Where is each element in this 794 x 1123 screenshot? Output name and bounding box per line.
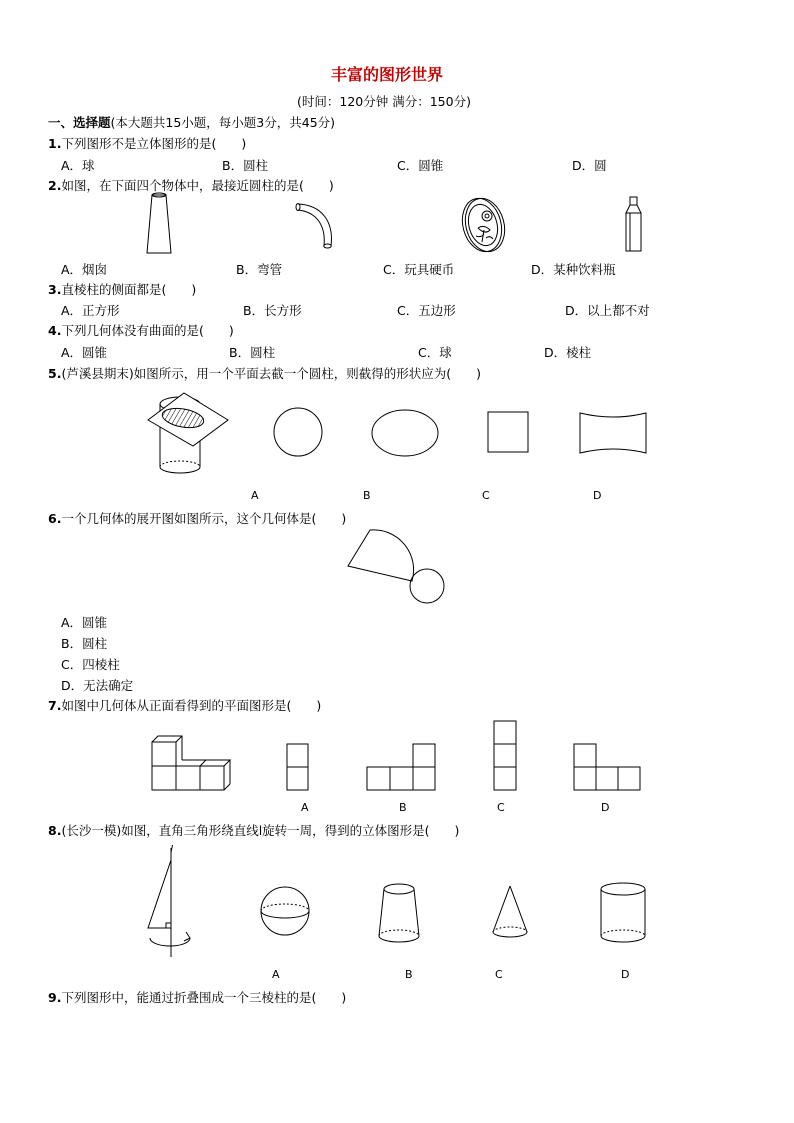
q8-line-label: l <box>170 843 174 856</box>
q6-option-b: B．圆柱 <box>61 636 108 651</box>
question-text: 下列图形不是立体图形的是( ) <box>61 136 247 151</box>
cone-figure <box>493 886 527 937</box>
q7-label-b: B <box>399 801 407 814</box>
q3-option-d: D．以上都不对 <box>565 303 650 318</box>
q3-option-b: B．长方形 <box>243 303 302 318</box>
q2-option-b: B．弯管 <box>236 262 283 277</box>
bent-pipe-figure <box>296 204 331 249</box>
q5-label-b: B <box>363 489 371 502</box>
q1-option-d: D．圆 <box>572 158 607 173</box>
q7-option-c <box>494 721 516 790</box>
q5-label-d: D <box>593 489 602 502</box>
question-text: 直棱柱的侧面都是( ) <box>61 282 197 297</box>
cut-cylinder-figure <box>148 393 228 473</box>
q6-option-d: D．无法确定 <box>61 678 134 693</box>
question-text: 下列几何体没有曲面的是( ) <box>61 323 234 338</box>
q3-option-a: A．正方形 <box>61 303 120 318</box>
section-note: (本大题共15小题，每小题3分，共45分) <box>110 115 336 130</box>
q4-option-c: C．球 <box>418 345 452 360</box>
question-text: 下列图形中，能通过折叠围成一个三棱柱的是( ) <box>61 990 347 1005</box>
q7-label-c: C <box>497 801 505 814</box>
chimney-figure <box>147 193 171 253</box>
q1-option-a: A．球 <box>61 158 95 173</box>
question-number: 8. <box>48 823 62 838</box>
frustum-figure <box>379 884 419 942</box>
question-number: 4. <box>48 323 62 338</box>
q4-option-d: D．棱柱 <box>544 345 592 360</box>
q5-option-a-circle <box>274 408 322 456</box>
question-number: 5. <box>48 366 62 381</box>
q2-option-d: D．某种饮料瓶 <box>531 262 616 277</box>
question-text: 一个几何体的展开图如图所示，这个几何体是( ) <box>61 511 347 526</box>
page-title: 丰富的图形世界 <box>331 65 444 84</box>
sphere-figure <box>261 887 309 935</box>
right-triangle-rotation-figure <box>148 848 190 957</box>
q7-option-b <box>367 744 435 790</box>
q6-option-c: C．四棱柱 <box>61 657 120 672</box>
q4-option-a: A．圆锥 <box>61 345 108 360</box>
q7-option-d <box>574 744 640 790</box>
q7-label-d: D <box>601 801 610 814</box>
toy-coin-figure <box>457 194 511 256</box>
question-text: 如图中几何体从正面看得到的平面图形是( ) <box>61 698 322 713</box>
q7-label-a: A <box>301 801 309 814</box>
q5-label-a: A <box>251 489 259 502</box>
q5-label-c: C <box>482 489 490 502</box>
question-text: (芦溪县期末)如图所示，用一个平面去截一个圆柱，则截得的形状应为( ) <box>61 366 481 381</box>
question-number: 6. <box>48 511 62 526</box>
section-title: 一、选择题 <box>48 115 111 130</box>
q2-option-c: C．玩具硬币 <box>383 262 455 277</box>
cone-net-figure <box>348 530 444 603</box>
q8-label-a: A <box>272 968 280 981</box>
q8-label-c: C <box>495 968 503 981</box>
q1-option-b: B．圆柱 <box>222 158 269 173</box>
cube-stack-figure <box>152 736 230 790</box>
q6-option-a: A．圆锥 <box>61 615 108 630</box>
q8-label-b: B <box>405 968 413 981</box>
question-number: 2. <box>48 178 62 193</box>
q3-option-c: C．五边形 <box>397 303 456 318</box>
q1-option-c: C．圆锥 <box>397 158 444 173</box>
question-text: 如图，在下面四个物体中，最接近圆柱的是( ) <box>61 178 334 193</box>
question-number: 9. <box>48 990 62 1005</box>
q5-option-b-ellipse <box>372 410 438 456</box>
q7-option-a <box>287 744 308 790</box>
question-number: 1. <box>48 136 62 151</box>
drink-bottle-figure <box>626 197 641 251</box>
q8-label-d: D <box>621 968 630 981</box>
question-number: 7. <box>48 698 62 713</box>
q2-option-a: A．烟囱 <box>61 262 108 277</box>
question-text: (长沙一模)如图，直角三角形绕直线l旋转一周，得到的立体图形是( ) <box>61 823 460 838</box>
question-number: 3. <box>48 282 62 297</box>
exam-info: (时间：120分钟 满分：150分) <box>297 94 471 109</box>
q4-option-b: B．圆柱 <box>229 345 276 360</box>
cylinder-figure <box>601 883 645 942</box>
q5-option-d-barrel <box>580 413 646 453</box>
q5-option-c-square <box>488 412 528 452</box>
